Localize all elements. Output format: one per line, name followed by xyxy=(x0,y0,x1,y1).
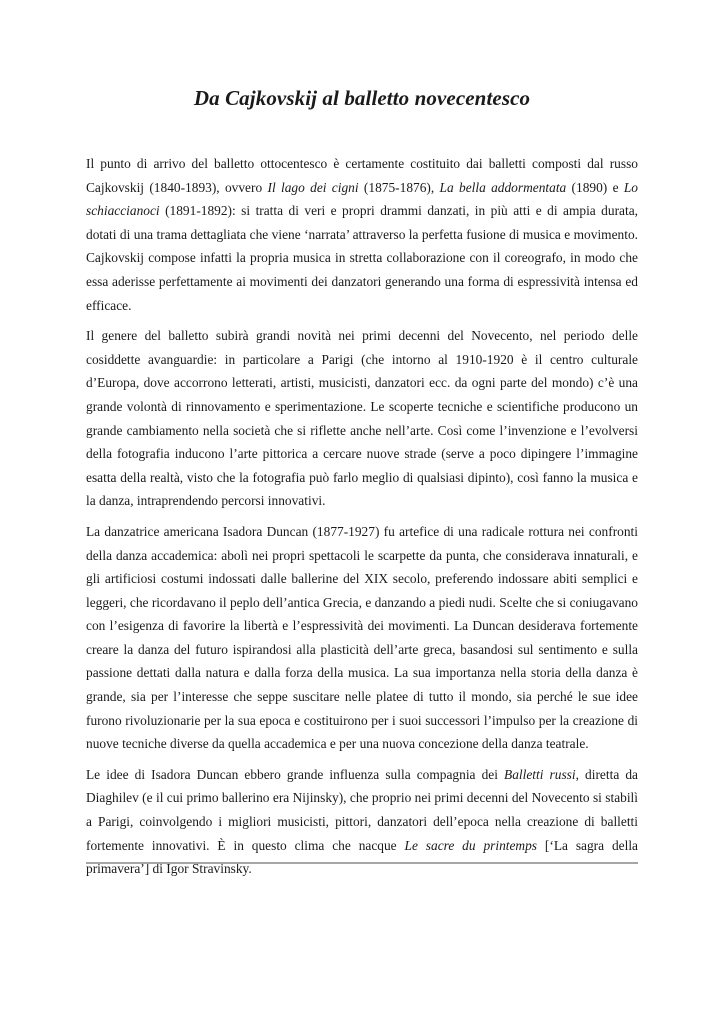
paragraph-text: , diretta da Diaghilev (e il cui primo ballerino era Nijinsky), che proprio nei primi decenni del Novecento si stabilì a Parigi, coinvolgendo i migliori musicisti, pittori, danzatori dell’epoca nella creazione di balletti fortemente innovativi. È in questo clima che nacque xyxy=(86,766,638,853)
document-body xyxy=(86,152,638,888)
paragraph-text: [‘La sagra della primavera’] di Igor Stravinsky. xyxy=(86,837,638,877)
horizontal-rule xyxy=(86,862,638,864)
italic-title-text: Balletti russi xyxy=(504,766,576,782)
paragraph xyxy=(86,520,638,756)
document-title: Da Cajkovskij al balletto novecentesco xyxy=(193,86,531,110)
paragraph xyxy=(86,324,638,513)
paragraph xyxy=(86,152,638,317)
paragraph-text: La danzatrice americana Isadora Duncan (1877-1927) fu artefice di una radicale rottura nei confronti della danza accademica: abolì nei propri spettacoli le scarpette da punta, che considerava innaturali, e gli artificiosi costumi indossati dalle ballerine del XIX secolo, preferendo indossare abiti semplici e leggeri, che ricordavano il peplo dell’antica Grecia, e danzando a piedi nudi. Scelte che si coniugavano con l’esigenza di favorire la libertà e l’espressività dei movimenti. La Duncan desiderava fortemente creare la danza del futuro ispirandosi alla plasticità dell’arte greca, basandosi sul sentimento e sulla passione dettati dalla natura e dalla forza della musica. La sua importanza nella storia della danza è grande, sia per l’interesse che seppe suscitare nelle platee di tutto il mondo, sia perché le sue idee furono rivoluzionarie per la sua epoca e costituirono per i suoi successori l’impulso per la creazione di nuove tecniche diverse da quella accademica e per una nuova concezione della danza teatrale. xyxy=(86,523,638,752)
paragraph-text: (1890) e xyxy=(566,179,624,195)
italic-title-text: Le sacre du printemps xyxy=(404,837,538,853)
paragraph-text: Il genere del balletto subirà grandi novità nei primi decenni del Novecento, nel periodo delle cosiddette avanguardie: in particolare a Parigi (che intorno al 1910-1920 è il centro culturale d’Europa, dove accorrono letterati, artisti, musicisti, danzatori ecc. da ogni parte del mondo) c’è una grande volontà di rinnovamento e sperimentazione. Le scoperte tecniche e scientifiche producono un grande cambiamento nella società che si riflette anche nell’arte. Così come l’invenzione e l’evolversi della fotografia inducono l’arte pittorica a cercare nuove strade (serve a poco dipingere l’immagine esatta della realtà, visto che la fotografia può farlo meglio di qualsiasi dipinto), così fanno la musica e la danza, intraprendendo percorsi innovativi. xyxy=(86,328,638,509)
italic-title-text: Lo schiaccianoci xyxy=(86,179,639,219)
paragraph-text: Le idee di Isadora Duncan ebbero grande influenza sulla compagnia dei xyxy=(86,766,505,782)
paragraph-text: (1891-1892): si tratta di veri e propri drammi danzati, in più atti e di ampia durata, dotati di una trama dettagliata che viene ‘narrata’ attraverso la perfetta fusione di musica e movimento. Cajkovskij compose infatti la propria musica in stretta collaborazione con il coreografo, in modo che essa aderisse perfettamente ai movimenti dei danzatori generando una forma di espressività intensa ed efficace. xyxy=(86,203,638,313)
italic-title-text: La bella addormentata xyxy=(439,179,567,195)
paragraph-text: (1875-1876), xyxy=(358,179,440,195)
paragraph-text: Il punto di arrivo del balletto ottocentesco è certamente costituito dai balletti composti dal russo Cajkovskij (1840-1893), ovvero xyxy=(86,156,638,195)
italic-title-text: Il lago dei cigni xyxy=(267,179,359,195)
